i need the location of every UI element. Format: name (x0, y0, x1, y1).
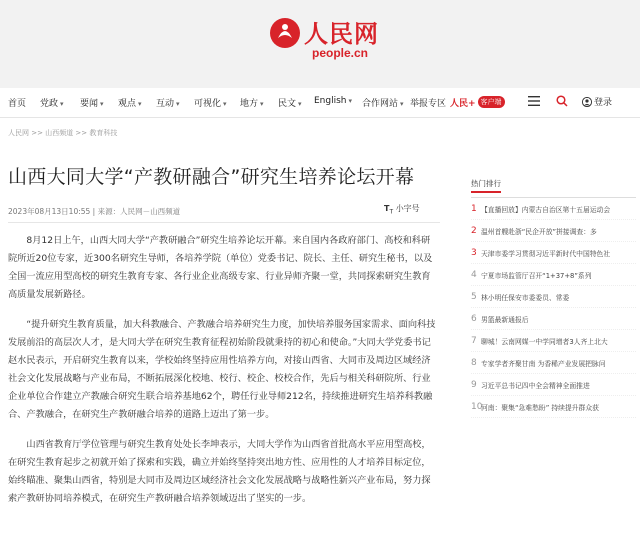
list-item[interactable]: 5 林小明任保安市委委员、常委 (471, 286, 636, 308)
chevron-down-icon: ▾ (100, 100, 104, 108)
list-item[interactable]: 6 男篮最新通报后 (471, 308, 636, 330)
nav-item-home[interactable]: 首页 (8, 99, 27, 109)
breadcrumb[interactable]: 人民网 >> 山西频道 >> 教育科技 (8, 129, 118, 137)
article-meta: 2023年08月13日10:55 | 来源：人民网－山西频道 (8, 207, 181, 216)
list-item[interactable]: 2 温州首艘赴浙“民企开放”拼接调查：多 (471, 220, 636, 242)
app-logo: 人民+ (450, 98, 476, 109)
site-logo[interactable] (268, 12, 378, 72)
chevron-down-icon: ▾ (223, 100, 227, 108)
nav-item-english[interactable]: English ▾ (314, 96, 353, 106)
nav-item-interact[interactable]: 互动 ▾ (156, 99, 180, 109)
article-paragraph: 山西省教育厅学位管理与研究生教育处处长李坤表示，大同大学作为山西省首批高水平应用型高校，在研究生教育起步之初就开始了探索和实践，确立并始终坚持突出地方性、应用性的人才培养目标定位，始终瞄准、聚集山西省，特别是大同市及周边区域经济社会文化发展战略与战略性新兴产业布局，努力探索产教研协同培养模式，在研究生产教研融合培养领域迈出了坚实的一步。 (8, 439, 431, 504)
list-item[interactable]: 8 专家学者齐聚甘南 为香稀产业发展把脉问 (471, 352, 636, 374)
nav-item-local[interactable]: 地方 ▾ (240, 99, 264, 109)
main-nav (0, 88, 640, 118)
nav-item-minority[interactable]: 民文 ▾ (278, 99, 302, 109)
menu-icon[interactable] (528, 96, 540, 106)
app-download-button[interactable] (450, 94, 505, 110)
top-banner (0, 0, 640, 88)
title-divider (8, 222, 440, 223)
chevron-down-icon: ▾ (400, 100, 404, 108)
chevron-down-icon: ▾ (260, 100, 264, 108)
chevron-down-icon: ▾ (298, 100, 302, 108)
chevron-down-icon: ▾ (60, 100, 64, 108)
user-icon (582, 97, 592, 107)
article-paragraph: “提升研究生教育质量，加大科教融合、产教融合培养研究生力度，加快培养服务国家需求、面向科技发展前沿的高层次人才，是大同大学在研究生教育征程初始阶段就秉持的初心和使命。”大同大学党委书记赵水民表示，开启研究生教育以来，学校始终坚持应用性培养方向，对接山西省、大同市及周边区域经济社会文化发展战略与产业布局，不断拓展深化校地、校行、校企、校校合作，先后与相关科研院所、行业企业单位合作建立产教融合研究生联合培养基地62个，聘任行业导师212名，持续推进研究生培养科教融合、产教融合，在研究生产教研融合培养的道路上迈出了第一步。 (8, 319, 436, 420)
font-size-icon: T (384, 204, 390, 213)
chevron-down-icon: ▾ (348, 97, 353, 105)
nav-item-partners[interactable]: 合作网站 ▾ (362, 99, 404, 109)
app-label: 客户端 (478, 96, 505, 108)
chevron-down-icon: ▾ (176, 100, 180, 108)
hot-ranking-title: 热门排行 (471, 178, 636, 198)
nav-item-report[interactable]: 举报专区 (410, 99, 447, 109)
hot-ranking (471, 178, 636, 418)
article-paragraph: 8月12日上午，山西大同大学“产教研融合”研究生培养论坛开幕。来自国内各政府部门、高校和科研院所近20位专家，近300名研究生导师，各培养学院（单位）党委书记、院长、主任、研究生秘书，以及全国一流应用型高校的研究生教育专家、各行业企业高级专家、行业异师齐聚一堂，共同探索研究生教育高质量发展新路径。 (8, 235, 433, 300)
list-item[interactable]: 9 习近平总书记四中全会精神全面推进 (471, 374, 636, 396)
nav-item-visual[interactable]: 可视化 ▾ (194, 99, 227, 109)
list-item[interactable]: 3 天津市委学习贯彻习近平新时代中国特色社 (471, 242, 636, 264)
list-item[interactable]: 4 宁夏市场监管厅召开“1+37+8”系列 (471, 264, 636, 286)
search-icon[interactable] (556, 95, 568, 107)
logo-emblem-icon (268, 16, 302, 50)
list-item[interactable]: 1 【直播回放】内蒙古自治区第十五届运动会 (471, 198, 636, 220)
list-item[interactable]: 10 河南：聚集“急难愁盼” 持续提升群众获 (471, 396, 636, 418)
logo-text: 人民网 (304, 19, 379, 48)
logo-domain: people.cn (312, 46, 369, 60)
nav-item-news[interactable]: 要闻 ▾ (80, 99, 104, 109)
page-title: 山西大同大学“产教研融合”研究生培养论坛开幕 (8, 166, 415, 188)
article-body (8, 232, 438, 520)
nav-item-party[interactable]: 党政 ▾ (40, 99, 64, 109)
nav-item-opinion[interactable]: 观点 ▾ (118, 99, 142, 109)
list-item[interactable]: 7 聊城！云南网媒一中学同增者3人齐上北大 (471, 330, 636, 352)
font-size-toggle[interactable]: $T_T$ 小字号 (384, 204, 420, 216)
chevron-down-icon: ▾ (138, 100, 142, 108)
login-button[interactable]: 登录 (582, 95, 612, 108)
